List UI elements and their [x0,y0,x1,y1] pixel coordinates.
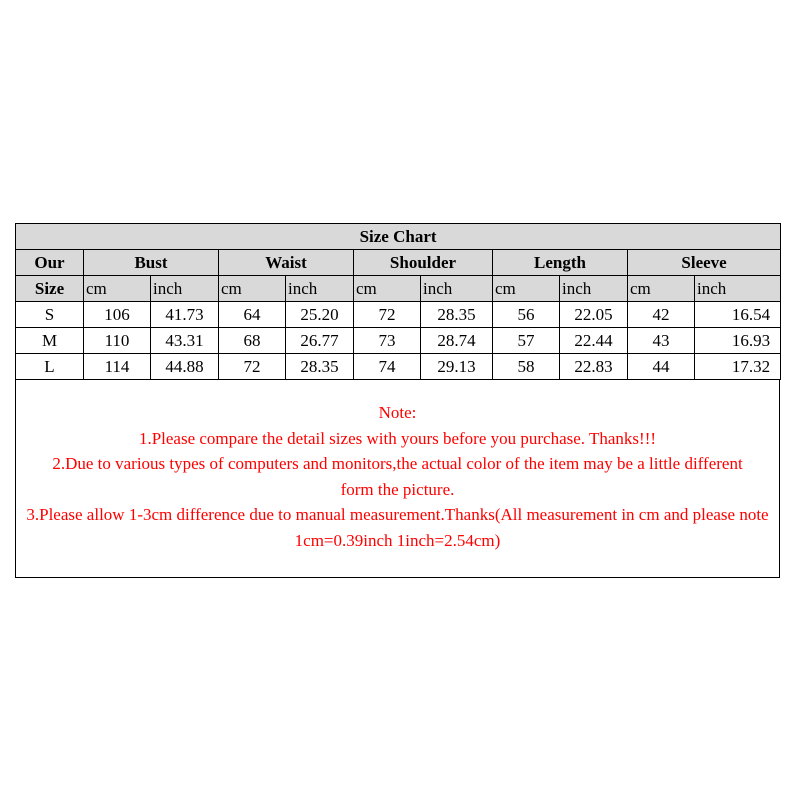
size-chart [15,223,780,578]
table-cell: 110 [84,328,151,354]
size-chart-title: Size Chart [16,224,781,250]
size-label: S [16,302,84,328]
table-cell: 74 [354,354,421,380]
table-cell: 22.44 [560,328,628,354]
size-label: L [16,354,84,380]
unit-header-cm: cm [84,276,151,302]
table-cell: 41.73 [151,302,219,328]
our-size-header-top: Our [16,250,84,276]
notes-heading: Note: [378,403,417,422]
table-cell: 25.20 [286,302,354,328]
table-row [16,302,781,328]
unit-header-inch: inch [421,276,493,302]
table-cell: 73 [354,328,421,354]
table-cell: 56 [493,302,560,328]
table-cell: 72 [219,354,286,380]
table-cell: 28.74 [421,328,493,354]
table-cell: 44 [628,354,695,380]
unit-header-cm: cm [493,276,560,302]
table-cell: 72 [354,302,421,328]
table-row [16,354,781,380]
table-cell: 26.77 [286,328,354,354]
table-cell: 68 [219,328,286,354]
table-cell: 43 [628,328,695,354]
length-header: Length [493,250,628,276]
table-cell: 16.54 [695,302,781,328]
table-cell: 16.93 [695,328,781,354]
unit-header-inch: inch [695,276,781,302]
table-cell: 17.32 [695,354,781,380]
table-cell: 44.88 [151,354,219,380]
unit-header-cm: cm [628,276,695,302]
table-cell: 42 [628,302,695,328]
table-cell: 114 [84,354,151,380]
sleeve-header: Sleeve [628,250,781,276]
unit-header-inch: inch [286,276,354,302]
table-cell: 64 [219,302,286,328]
bust-header: Bust [84,250,219,276]
table-row [16,328,781,354]
table-cell: 22.05 [560,302,628,328]
waist-header: Waist [219,250,354,276]
note-item: 1.Please compare the detail sizes with yours before you purchase. Thanks!!! [138,428,657,448]
size-label: M [16,328,84,354]
shoulder-header: Shoulder [354,250,493,276]
table-cell: 106 [84,302,151,328]
notes-box [15,380,780,578]
note-item: 3.Please allow 1-3cm difference due to manual measurement.Thanks(All measurement in cm and please note 1cm=0.39inch 1inch=2.54cm) [26,505,769,550]
table-cell: 22.83 [560,354,628,380]
note-item: 2.Due to various types of computers and monitors,the actual color of the item may be a little different form the picture. [52,454,743,499]
table-cell: 43.31 [151,328,219,354]
table-cell: 57 [493,328,560,354]
unit-header-inch: inch [151,276,219,302]
table-cell: 58 [493,354,560,380]
table-cell: 28.35 [286,354,354,380]
our-size-header-bottom: Size [16,276,84,302]
table-cell: 28.35 [421,302,493,328]
table-cell: 29.13 [421,354,493,380]
unit-header-cm: cm [354,276,421,302]
size-chart-table [15,223,781,380]
unit-header-inch: inch [560,276,628,302]
unit-header-cm: cm [219,276,286,302]
